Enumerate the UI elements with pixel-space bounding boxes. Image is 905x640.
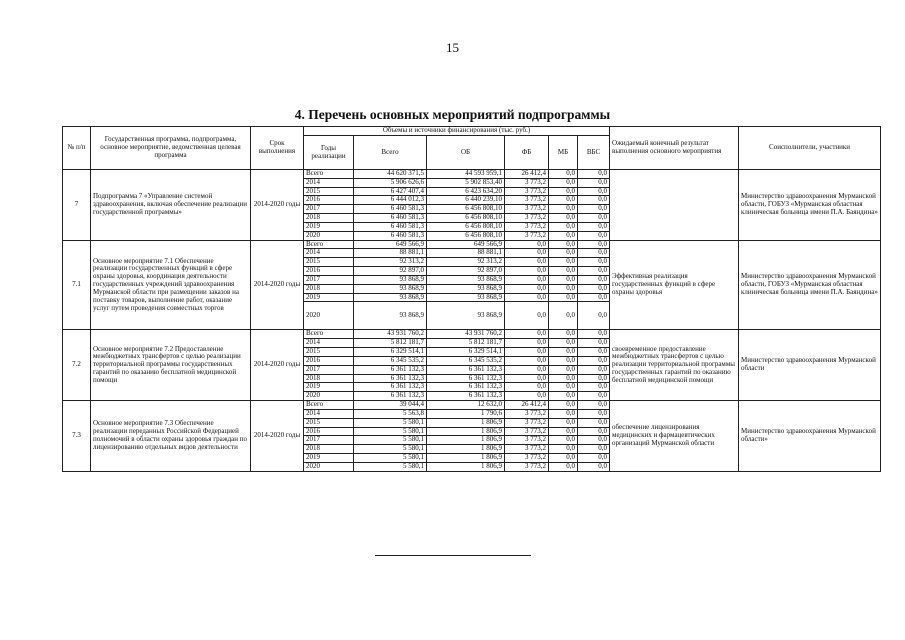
cell-ob: 6 361 132,3: [427, 392, 505, 401]
row-result: своевременное предоставление межбюджетных трансфертов с целью реализации территориальной программы государственных гарантий по оказанию бесплатной медицинской помощи: [610, 330, 739, 401]
cell-vbs: 0,0: [578, 445, 610, 454]
cell-mb: 0,0: [549, 258, 578, 267]
cell-total: 6 361 132,3: [354, 365, 427, 374]
cell-fb: 3 773,2: [505, 445, 549, 454]
cell-fb: 26 412,4: [505, 170, 549, 179]
cell-total: 43 931 760,2: [354, 330, 427, 339]
cell-year: 2015: [304, 258, 354, 267]
cell-mb: 0,0: [549, 409, 578, 418]
cell-vbs: 0,0: [578, 436, 610, 445]
cell-mb: 0,0: [549, 418, 578, 427]
cell-year: 2019: [304, 454, 354, 463]
cell-mb: 0,0: [549, 348, 578, 357]
cell-mb: 0,0: [549, 339, 578, 348]
cell-ob: 1 790,6: [427, 409, 505, 418]
cell-year: 2017: [304, 205, 354, 214]
cell-total: 92 313,2: [354, 258, 427, 267]
header-fb: ФБ: [505, 136, 549, 170]
row-executors: Министерство здравоохранения Мурманской области, ГОБУЗ «Мурманская областная клиническая больница имени П.А. Баяндина»: [739, 240, 881, 330]
cell-year: 2020: [304, 462, 354, 471]
cell-total: 88 881,1: [354, 249, 427, 258]
table-row: [63, 170, 881, 179]
cell-vbs: 0,0: [578, 356, 610, 365]
cell-vbs: 0,0: [578, 348, 610, 357]
cell-year: 2017: [304, 275, 354, 284]
cell-mb: 0,0: [549, 401, 578, 410]
cell-year: Всего: [304, 170, 354, 179]
cell-mb: 0,0: [549, 231, 578, 240]
row-result: Эффективная реализация государственных функций в сфере охраны здоровья: [610, 240, 739, 330]
cell-ob: 92 313,2: [427, 258, 505, 267]
cell-ob: 1 806,9: [427, 418, 505, 427]
cell-fb: 3 773,2: [505, 409, 549, 418]
cell-mb: 0,0: [549, 383, 578, 392]
cell-ob: 1 806,9: [427, 445, 505, 454]
cell-fb: 3 773,2: [505, 462, 549, 471]
cell-year: 2018: [304, 284, 354, 293]
cell-vbs: 0,0: [578, 409, 610, 418]
cell-year: 2014: [304, 178, 354, 187]
row-term: 2014-2020 годы: [251, 330, 304, 401]
cell-vbs: 0,0: [578, 383, 610, 392]
cell-vbs: 0,0: [578, 196, 610, 205]
cell-fb: 0,0: [505, 392, 549, 401]
row-num: 7.1: [63, 240, 91, 330]
cell-total: 92 897,0: [354, 267, 427, 276]
cell-year: 2015: [304, 348, 354, 357]
header-mb: МБ: [549, 136, 578, 170]
cell-mb: 0,0: [549, 293, 578, 302]
cell-ob: 1 806,9: [427, 436, 505, 445]
cell-fb: 3 773,2: [505, 222, 549, 231]
cell-fb: 3 773,2: [505, 427, 549, 436]
cell-year: 2018: [304, 214, 354, 223]
cell-vbs: 0,0: [578, 392, 610, 401]
header-term: Срок выполнения: [251, 127, 304, 170]
row-result: обеспечение лицензирования медицинских и фармацевтических организаций Мурманской области: [610, 401, 739, 472]
page-number: 15: [446, 40, 459, 55]
cell-ob: 1 806,9: [427, 454, 505, 463]
cell-total: 5 580,1: [354, 454, 427, 463]
cell-total: 6 460 581,3: [354, 222, 427, 231]
cell-vbs: 0,0: [578, 267, 610, 276]
row-executors: Министерство здравоохранения Мурманской области, ГОБУЗ «Мурманская областная клиническая больница имени П.А. Баяндина»: [739, 170, 881, 241]
cell-total: 5 580,1: [354, 418, 427, 427]
cell-fb: 3 773,2: [505, 436, 549, 445]
cell-ob: 5 902 853,40: [427, 178, 505, 187]
cell-year: 2016: [304, 267, 354, 276]
cell-year: 2016: [304, 196, 354, 205]
cell-ob: 5 812 181,7: [427, 339, 505, 348]
table-row: [63, 401, 881, 410]
cell-ob: 43 931 760,2: [427, 330, 505, 339]
header-financing: Объемы и источники финансирования (тыс. руб.): [304, 127, 610, 136]
row-executors: Министерство здравоохранения Мурманской области»: [739, 401, 881, 472]
header-total: Всего: [354, 136, 427, 170]
cell-total: 5 580,1: [354, 445, 427, 454]
header-num: № п/п: [63, 127, 91, 170]
row-program: Подпрограмма 7 «Управление системой здравоохранения, включая обеспечение реализации государственной программы»: [91, 170, 251, 241]
cell-total: 6 460 581,3: [354, 205, 427, 214]
cell-total: 6 361 132,3: [354, 392, 427, 401]
cell-vbs: 0,0: [578, 249, 610, 258]
page-title: 4. Перечень основных мероприятий подпрограммы: [294, 107, 611, 122]
cell-vbs: 0,0: [578, 462, 610, 471]
cell-vbs: 0,0: [578, 187, 610, 196]
cell-ob: 88 881,1: [427, 249, 505, 258]
cell-mb: 0,0: [549, 374, 578, 383]
cell-fb: 3 773,2: [505, 205, 549, 214]
cell-fb: 0,0: [505, 302, 549, 330]
cell-total: 5 812 181,7: [354, 339, 427, 348]
cell-vbs: 0,0: [578, 170, 610, 179]
cell-total: 5 906 626,6: [354, 178, 427, 187]
cell-total: 5 580,1: [354, 436, 427, 445]
cell-total: 5 580,1: [354, 462, 427, 471]
cell-vbs: 0,0: [578, 365, 610, 374]
cell-fb: 3 773,2: [505, 454, 549, 463]
cell-total: 6 345 535,2: [354, 356, 427, 365]
cell-vbs: 0,0: [578, 454, 610, 463]
cell-ob: 1 806,9: [427, 462, 505, 471]
cell-vbs: 0,0: [578, 222, 610, 231]
row-result: [610, 170, 739, 241]
header-vbs: ВБС: [578, 136, 610, 170]
row-program: Основное мероприятие 7.3 Обеспечение реализации переданных Российской Федерацией полномочий в области охраны здоровья граждан по лицензированию отдельных видов деятельности: [91, 401, 251, 472]
header-result: Ожидаемый конечный результат выполнения основного мероприятия: [610, 127, 739, 170]
cell-fb: 0,0: [505, 330, 549, 339]
cell-mb: 0,0: [549, 267, 578, 276]
cell-mb: 0,0: [549, 436, 578, 445]
cell-mb: 0,0: [549, 187, 578, 196]
cell-year: 2019: [304, 383, 354, 392]
cell-year: 2019: [304, 293, 354, 302]
cell-mb: 0,0: [549, 365, 578, 374]
cell-total: 6 361 132,3: [354, 383, 427, 392]
cell-fb: 0,0: [505, 356, 549, 365]
cell-fb: 0,0: [505, 258, 549, 267]
cell-ob: 93 868,9: [427, 302, 505, 330]
cell-ob: 6 361 132,3: [427, 365, 505, 374]
cell-ob: 6 456 808,10: [427, 214, 505, 223]
cell-ob: 649 566,9: [427, 240, 505, 249]
cell-ob: 12 632,0: [427, 401, 505, 410]
cell-mb: 0,0: [549, 302, 578, 330]
cell-year: 2020: [304, 392, 354, 401]
cell-ob: 93 868,9: [427, 284, 505, 293]
cell-vbs: 0,0: [578, 302, 610, 330]
cell-fb: 3 773,2: [505, 178, 549, 187]
cell-year: 2017: [304, 436, 354, 445]
cell-year: 2014: [304, 249, 354, 258]
cell-fb: 26 412,4: [505, 401, 549, 410]
cell-ob: 6 456 808,10: [427, 222, 505, 231]
row-term: 2014-2020 годы: [251, 170, 304, 241]
footer-rule: [375, 555, 531, 556]
cell-fb: 3 773,2: [505, 214, 549, 223]
row-term: 2014-2020 годы: [251, 401, 304, 472]
cell-year: 2015: [304, 187, 354, 196]
cell-fb: 0,0: [505, 383, 549, 392]
cell-year: Всего: [304, 330, 354, 339]
cell-year: 2018: [304, 445, 354, 454]
row-program: Основное мероприятие 7.1 Обеспечение реализации государственных функций в сфере охраны здоровья, координация деятельности государственных учреждений здравоохранения Мурманской области при размещении заказов на поставку товаров, выполнение работ, оказание услуг путем проведения совместных торгов: [91, 240, 251, 330]
cell-year: 2020: [304, 231, 354, 240]
cell-mb: 0,0: [549, 356, 578, 365]
cell-fb: 0,0: [505, 275, 549, 284]
row-executors: Министерство здравоохранения Мурманской области: [739, 330, 881, 401]
cell-fb: 0,0: [505, 374, 549, 383]
header-executors: Соисполнители, участники: [739, 127, 881, 170]
cell-total: 5 580,1: [354, 427, 427, 436]
cell-ob: 1 806,9: [427, 427, 505, 436]
row-num: 7.3: [63, 401, 91, 472]
cell-ob: 6 361 132,3: [427, 374, 505, 383]
table-row: [63, 240, 881, 249]
cell-total: 5 563,8: [354, 409, 427, 418]
header-program: Государственная программа, подпрограмма, основное мероприятие, ведомственная целевая программа: [91, 127, 251, 170]
cell-ob: 92 897,0: [427, 267, 505, 276]
cell-total: 6 427 407,4: [354, 187, 427, 196]
cell-ob: 93 868,9: [427, 275, 505, 284]
cell-vbs: 0,0: [578, 205, 610, 214]
cell-ob: 6 345 535,2: [427, 356, 505, 365]
cell-vbs: 0,0: [578, 427, 610, 436]
cell-total: 93 868,9: [354, 293, 427, 302]
cell-total: 649 566,9: [354, 240, 427, 249]
cell-year: 2017: [304, 365, 354, 374]
cell-ob: 93 868,9: [427, 293, 505, 302]
cell-fb: 0,0: [505, 365, 549, 374]
cell-mb: 0,0: [549, 454, 578, 463]
cell-mb: 0,0: [549, 275, 578, 284]
cell-ob: 6 423 634,20: [427, 187, 505, 196]
row-program: Основное мероприятие 7.2 Предоставление межбюджетных трансфертов с целью реализации территориальной программы государственных гарантий по оказанию бесплатной медицинской помощи: [91, 330, 251, 401]
cell-vbs: 0,0: [578, 339, 610, 348]
cell-mb: 0,0: [549, 445, 578, 454]
cell-mb: 0,0: [549, 196, 578, 205]
cell-mb: 0,0: [549, 205, 578, 214]
cell-total: 44 620 371,5: [354, 170, 427, 179]
table-row: [63, 330, 881, 339]
cell-ob: 44 593 959,1: [427, 170, 505, 179]
cell-vbs: 0,0: [578, 284, 610, 293]
cell-mb: 0,0: [549, 249, 578, 258]
cell-year: 2014: [304, 339, 354, 348]
cell-fb: 0,0: [505, 339, 549, 348]
cell-total: 39 044,4: [354, 401, 427, 410]
cell-year: Всего: [304, 401, 354, 410]
cell-year: Всего: [304, 240, 354, 249]
cell-ob: 6 456 808,10: [427, 205, 505, 214]
cell-year: 2020: [304, 302, 354, 330]
cell-ob: 6 361 132,3: [427, 383, 505, 392]
cell-total: 93 868,9: [354, 275, 427, 284]
measures-table: [62, 126, 881, 472]
cell-vbs: 0,0: [578, 401, 610, 410]
cell-vbs: 0,0: [578, 214, 610, 223]
cell-ob: 6 456 808,10: [427, 231, 505, 240]
cell-vbs: 0,0: [578, 178, 610, 187]
cell-fb: 3 773,2: [505, 187, 549, 196]
cell-vbs: 0,0: [578, 293, 610, 302]
header-ob: ОБ: [427, 136, 505, 170]
cell-fb: 3 773,2: [505, 231, 549, 240]
cell-vbs: 0,0: [578, 374, 610, 383]
cell-total: 93 868,9: [354, 284, 427, 293]
cell-total: 6 444 012,3: [354, 196, 427, 205]
cell-year: 2016: [304, 427, 354, 436]
cell-fb: 0,0: [505, 293, 549, 302]
cell-vbs: 0,0: [578, 240, 610, 249]
cell-fb: 0,0: [505, 267, 549, 276]
cell-mb: 0,0: [549, 178, 578, 187]
row-term: 2014-2020 годы: [251, 240, 304, 330]
cell-total: 6 329 514,1: [354, 348, 427, 357]
cell-total: 6 361 132,3: [354, 374, 427, 383]
row-num: 7: [63, 170, 91, 241]
cell-mb: 0,0: [549, 427, 578, 436]
cell-ob: 6 329 514,1: [427, 348, 505, 357]
cell-mb: 0,0: [549, 214, 578, 223]
cell-total: 6 460 581,3: [354, 231, 427, 240]
cell-vbs: 0,0: [578, 258, 610, 267]
cell-fb: 0,0: [505, 249, 549, 258]
cell-year: 2019: [304, 222, 354, 231]
cell-mb: 0,0: [549, 240, 578, 249]
cell-ob: 6 440 239,10: [427, 196, 505, 205]
row-num: 7.2: [63, 330, 91, 401]
table-body: [63, 170, 881, 472]
cell-fb: 3 773,2: [505, 196, 549, 205]
cell-fb: 0,0: [505, 348, 549, 357]
cell-vbs: 0,0: [578, 275, 610, 284]
cell-vbs: 0,0: [578, 330, 610, 339]
cell-mb: 0,0: [549, 462, 578, 471]
cell-total: 6 460 581,3: [354, 214, 427, 223]
cell-mb: 0,0: [549, 330, 578, 339]
cell-total: 93 868,9: [354, 302, 427, 330]
cell-mb: 0,0: [549, 222, 578, 231]
cell-year: 2018: [304, 374, 354, 383]
cell-mb: 0,0: [549, 284, 578, 293]
cell-fb: 0,0: [505, 240, 549, 249]
cell-year: 2016: [304, 356, 354, 365]
cell-mb: 0,0: [549, 392, 578, 401]
cell-fb: 3 773,2: [505, 418, 549, 427]
cell-fb: 0,0: [505, 284, 549, 293]
header-years: Годы реализации: [304, 136, 354, 170]
cell-vbs: 0,0: [578, 418, 610, 427]
cell-year: 2015: [304, 418, 354, 427]
cell-mb: 0,0: [549, 170, 578, 179]
cell-vbs: 0,0: [578, 231, 610, 240]
cell-year: 2014: [304, 409, 354, 418]
